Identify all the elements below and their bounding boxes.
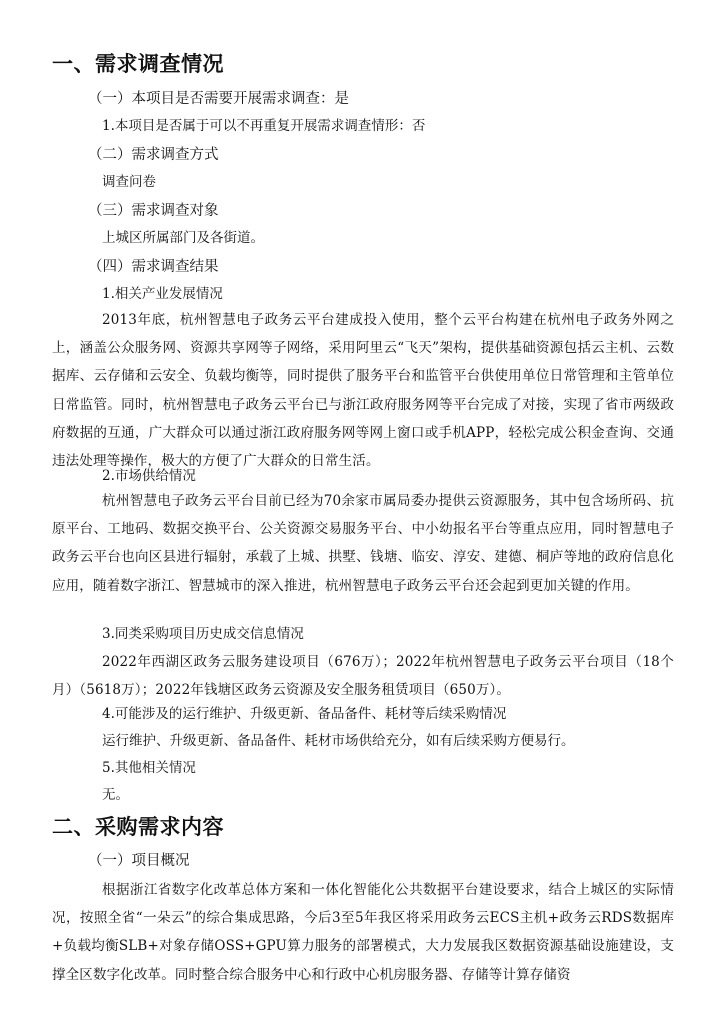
item3-title: 3.同类采购项目历史成交信息情况 bbox=[102, 626, 304, 642]
sub1-item: 1.本项目是否属于可以不再重复开展需求调查情形：否 bbox=[102, 118, 426, 134]
sub3-content: 上城区所属部门及各街道。 bbox=[102, 230, 264, 246]
item2-paragraph: 杭州智慧电子政务云平台目前已经为70余家市属局委办提供云资源服务，其中包含场所码、抗原平台、工地码、数据交换平台、公关资源交易服务平台、中小幼报名平台等重点应用，同时智慧电子政务云平台也向区县进行辐射，承载了上城、拱墅、钱塘、临安、淳安、建德、桐庐等地的政府信息化应用，随着数字浙江、智慧城市的深入推进，杭州智慧电子政务云平台还会起到更加关键的作用。 bbox=[52, 493, 674, 594]
item5-title: 5.其他相关情况 bbox=[102, 760, 196, 776]
overview-paragraph: 根据浙江省数字化改革总体方案和一体化智能化公共数据平台建设要求，结合上城区的实际情况，按照全省“一朵云”的综合集成思路，今后3至5年我区将采用政务云ECS主机+政务云RDS数据库+负载均衡SLB+对象存储OSS+GPU算力服务的部署模式，大力发展我区数据资源基础设施建设，支撑全区数字化改革。同时整合综合服务中心和行政中心机房服务器、存储等计算存储资 bbox=[52, 882, 674, 983]
item2-title: 2.市场供给情况 bbox=[102, 468, 196, 484]
sub4-heading: （四）需求调查结果 bbox=[88, 259, 219, 275]
section1-heading: 一、需求调查情况 bbox=[52, 52, 224, 76]
item1-paragraph: 2013年底，杭州智慧电子政务云平台建成投入使用，整个云平台构建在杭州电子政务外网之上，涵盖公众服务网、资源共享网等子网络，采用阿里云“飞天”架构，提供基础资源包括云主机、云数据库、云存储和云安全、负载均衡等，同时提供了服务平台和监管平台供使用单位日常管理和主管单位日常监管。同时，杭州智慧电子政务云平台已与浙江政府服务网等平台完成了对接，实现了省市两级政府数据的互通，广大群众可以通过浙江政府服务网等网上窗口或手机APP，轻松完成公积金查询、交通违法处理等操作，极大的方便了广大群众的日常生活。 bbox=[52, 312, 674, 470]
section2-heading: 二、采购需求内容 bbox=[52, 815, 224, 839]
sub2-heading: （二）需求调查方式 bbox=[88, 147, 219, 163]
item5-paragraph: 无。 bbox=[102, 787, 129, 803]
overview-heading: （一）项目概况 bbox=[88, 853, 190, 869]
sub3-heading: （三）需求调查对象 bbox=[88, 203, 219, 219]
sub2-content: 调查问卷 bbox=[102, 174, 156, 190]
sub1-heading: （一）本项目是否需要开展需求调查：是 bbox=[88, 91, 349, 107]
item1-title: 1.相关产业发展情况 bbox=[102, 286, 223, 302]
item4-title: 4.可能涉及的运行维护、升级更新、备品备件、耗材等后续采购情况 bbox=[102, 706, 507, 722]
item4-paragraph: 运行维护、升级更新、备品备件、耗材市场供给充分，如有后续采购方便易行。 bbox=[102, 733, 575, 749]
item3-paragraph: 2022年西湖区政务云服务建设项目（676万）；2022年杭州智慧电子政务云平台项目（18个月）（5618万）；2022年钱塘区政务云资源及安全服务租赁项目（650万）。 bbox=[52, 654, 674, 699]
